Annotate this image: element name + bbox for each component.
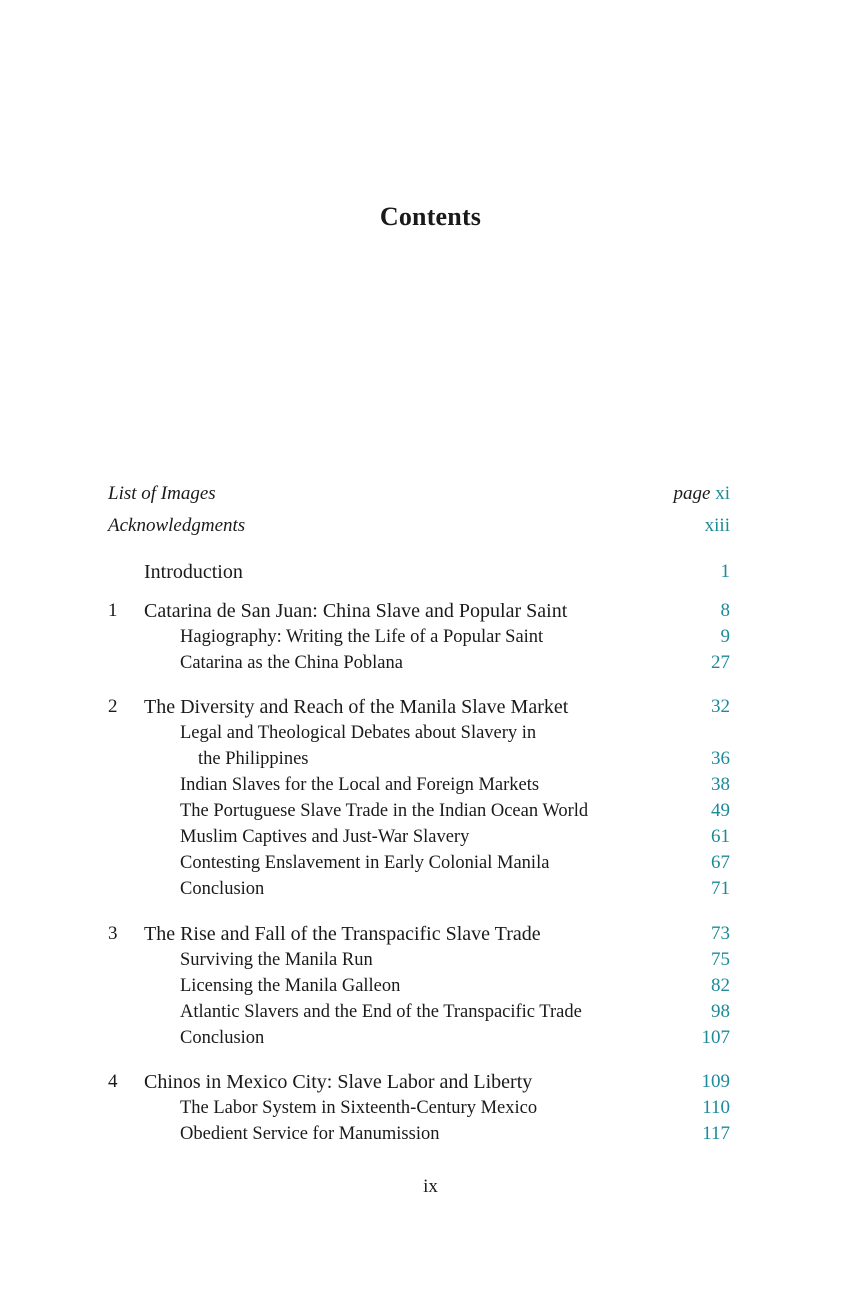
section-title: Indian Slaves for the Local and Foreign Markets — [180, 775, 540, 795]
chapter-title: The Diversity and Reach of the Manila Slave Market — [144, 696, 569, 718]
toc-entry-page: 75 — [711, 949, 730, 970]
section-title: Conclusion — [180, 1028, 265, 1048]
toc-section[interactable] — [108, 650, 730, 676]
page-title: Contents — [379, 202, 482, 231]
toc-section-continuation[interactable] — [108, 746, 730, 772]
toc-section[interactable] — [108, 1095, 730, 1121]
toc-entry-introduction[interactable] — [108, 559, 730, 585]
section-title: Catarina as the China Poblana — [180, 653, 403, 673]
toc-entry-page: 8 — [720, 600, 730, 621]
toc-chapter-2[interactable] — [108, 694, 730, 720]
toc-entry-page: 67 — [711, 852, 730, 873]
section-title: The Labor System in Sixteenth-Century Mexico — [180, 1098, 538, 1118]
page-word: page — [673, 483, 711, 504]
chapter-number: 4 — [108, 1071, 118, 1092]
toc-section[interactable] — [108, 624, 730, 650]
toc-entry-page: 107 — [701, 1027, 730, 1048]
toc-entry-page: 9 — [720, 626, 730, 647]
toc-entry-page: xiii — [704, 515, 730, 536]
toc-section[interactable] — [108, 999, 730, 1025]
toc-section[interactable] — [108, 1121, 730, 1147]
toc-section[interactable] — [108, 850, 730, 876]
chapter-title: The Rise and Fall of the Transpacific Slave Trade — [144, 923, 541, 945]
toc-entry-page: 109 — [701, 1071, 730, 1092]
toc-section[interactable] — [108, 824, 730, 850]
section-title: Hagiography: Writing the Life of a Popular Saint — [180, 627, 544, 647]
section-title: Legal and Theological Debates about Slavery in — [180, 723, 537, 743]
toc-section[interactable] — [108, 973, 730, 999]
toc-entry-page: 27 — [711, 652, 730, 673]
toc-entry-label: Introduction — [144, 561, 243, 583]
page-folio: ix — [423, 1176, 438, 1197]
toc-section[interactable] — [108, 798, 730, 824]
section-title: Licensing the Manila Galleon — [180, 976, 401, 996]
toc-section[interactable] — [108, 876, 730, 902]
chapter-title: Chinos in Mexico City: Slave Labor and Liberty — [144, 1071, 533, 1093]
toc-entry-page: 49 — [711, 800, 730, 821]
toc-entry-page: 98 — [711, 1001, 730, 1022]
toc-entry-page: 36 — [711, 748, 730, 769]
toc-chapter-4[interactable] — [108, 1069, 730, 1095]
toc-entry-acknowledgments[interactable] — [108, 513, 730, 539]
section-title: Contesting Enslavement in Early Colonial Manila — [180, 853, 550, 873]
toc-section[interactable] — [108, 720, 730, 746]
toc-entry-label: Acknowledgments — [108, 515, 246, 536]
toc-entry-page: 110 — [702, 1097, 730, 1118]
chapter-title: Catarina de San Juan: China Slave and Popular Saint — [144, 600, 568, 622]
toc-section[interactable] — [108, 947, 730, 973]
section-title: Atlantic Slavers and the End of the Transpacific Trade — [180, 1002, 582, 1022]
toc-entry-page: 73 — [711, 923, 730, 944]
toc-entry-page: 61 — [711, 826, 730, 847]
section-title: Obedient Service for Manumission — [180, 1124, 440, 1144]
chapter-number: 2 — [108, 696, 118, 717]
toc-entry-page: 117 — [702, 1123, 730, 1144]
chapter-number: 1 — [108, 600, 118, 621]
section-title: Muslim Captives and Just-War Slavery — [180, 827, 470, 847]
toc-entry-list-of-images[interactable] — [108, 481, 730, 507]
toc-chapter-3[interactable] — [108, 921, 730, 947]
section-title-continuation: the Philippines — [198, 749, 309, 769]
section-title: Conclusion — [180, 879, 265, 899]
section-title: The Portuguese Slave Trade in the Indian Ocean World — [180, 801, 589, 821]
toc-entry-page: 1 — [720, 561, 730, 582]
toc-section[interactable] — [108, 1025, 730, 1051]
toc-entry-page: 82 — [711, 975, 730, 996]
toc-entry-page — [674, 481, 730, 507]
page-number: xi — [715, 483, 730, 504]
chapter-number: 3 — [108, 923, 118, 944]
toc-entry-page: 71 — [711, 878, 730, 899]
toc-entry-label: List of Images — [108, 483, 216, 504]
toc-entry-page: 32 — [711, 696, 730, 717]
table-of-contents — [108, 0, 730, 1292]
toc-section[interactable] — [108, 772, 730, 798]
section-title: Surviving the Manila Run — [180, 950, 373, 970]
toc-entry-page: 38 — [711, 774, 730, 795]
toc-chapter-1[interactable] — [108, 598, 730, 624]
